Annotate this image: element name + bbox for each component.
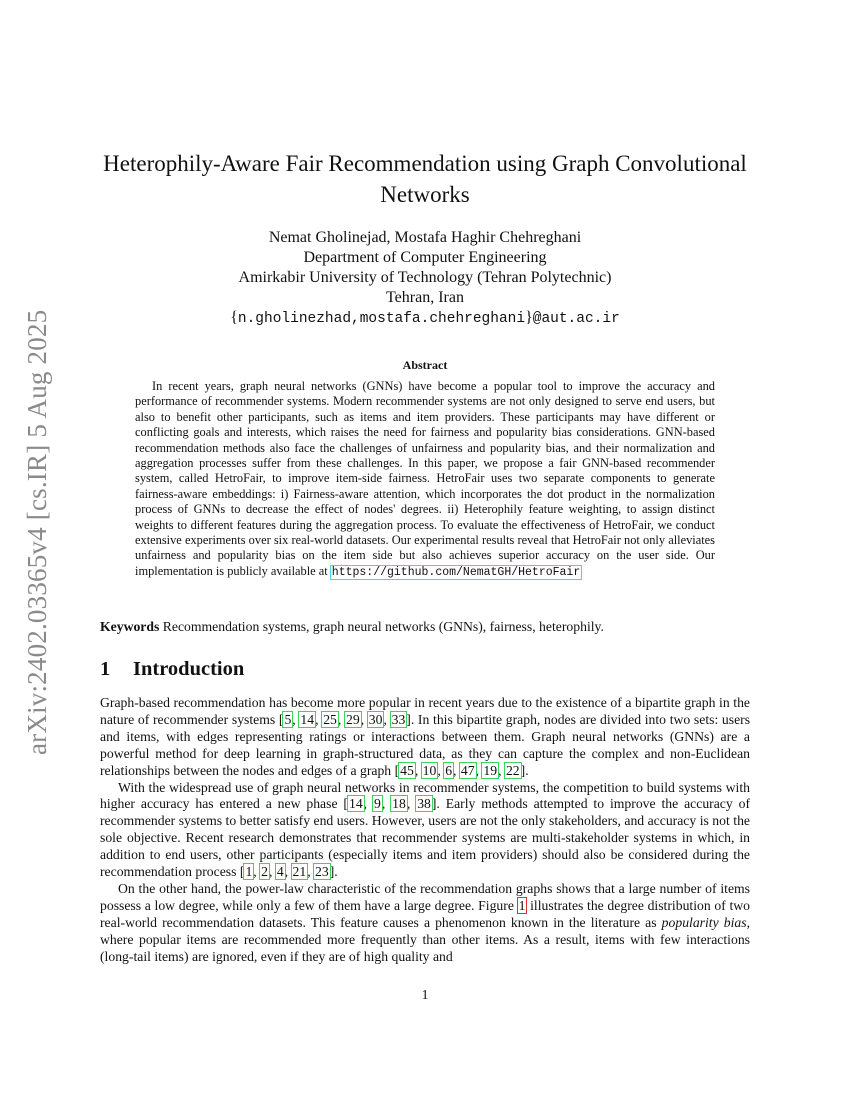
citation-link[interactable]: 2 [261, 864, 268, 880]
citation-link[interactable]: 25 [323, 711, 337, 727]
abstract-body [135, 379, 715, 580]
citation-link[interactable]: 30 [368, 711, 383, 727]
paragraph-1 [100, 695, 750, 780]
p2-text-b: ]. Early methods attempted to improve the accuracy of recommender systems to better satisfy end users. However, users are not the only stakeholders, and accuracy is not the sole objective. Recent research demonstrates that recommender systems are multi-stakeholder systems in which, in addition to end users, other participants (especially items and item providers) should also be considered during the recommendation process [ [100, 796, 751, 880]
citation-link[interactable]: 5 [284, 711, 292, 727]
p1-text-a: Graph-based recommendation has become more popular in recent years due to the existence of a bipartite graph in the nature of recommender systems [ [100, 695, 750, 727]
p3-text-a: On the other hand, the power-law characteristic of the recommendation graphs shows that a large number of items possess a low degree, while only a few of them have a large degree. Figure [100, 880, 750, 913]
section-heading [100, 658, 244, 681]
body-text [100, 695, 750, 966]
p1-citations-2: 45, 10, 6, 47, 19, 22 [400, 762, 520, 778]
p2-text-c: ]. [329, 864, 338, 880]
section-number: 1 [100, 658, 111, 680]
citation-link[interactable]: 1 [245, 864, 253, 880]
email-open-brace: { [230, 309, 238, 326]
p2-text-a: With the widespread use of graph neural networks in recommender systems, the competition to build systems with higher accuracy has entered a new phase [ [100, 779, 750, 812]
abstract-text: In recent years, graph neural networks (GNNs) have become a popular tool to improve the accuracy and performance of recommender systems. Modern recommender systems are not only designed to serve end users, but also to benefit other participants, such as items and item providers. These participants may have different or conflicting goals and interests, which raises the need for fairness and popularity bias considerations. GNN-based recommendation methods also face the challenges of unfairness and popularity bias, and their normalization and aggregation processes suffer from these challenges. In this paper, we propose a fair GNN-based recommender system, called HetroFair, to improve item-side fairness. HetroFair uses two separate components to generate fairness-aware embeddings: i) Fairness-aware attention, which incorporates the dot product in the normalization process of GNNs to decrease the effect of nodes' degrees. ii) Heterophily feature weighting, to assign distinct weights to different features during the aggregation process. To evaluate the effectiveness of HetroFair, we conduct extensive experiments over six real-world datasets. Our experimental results reveal that HetroFair not only alleviates unfairness and popularity bias on the item side but also achieves superior accuracy on the user side. Our implementation is publicly available at [135, 379, 715, 578]
email-domain: @aut.ac.ir [532, 311, 620, 327]
citation-link[interactable]: 4 [276, 864, 284, 880]
p3-emphasis: popularity bias [661, 914, 747, 930]
author-block [100, 228, 750, 329]
citation-link[interactable]: 6 [445, 762, 453, 778]
author-department: Department of Computer Engineering [303, 249, 547, 266]
citation-link[interactable]: 33 [391, 711, 406, 727]
keywords [100, 618, 750, 635]
keywords-text: Recommendation systems, graph neural networks (GNNs), fairness, heterophily. [159, 619, 604, 634]
page-number: 1 [421, 987, 429, 1002]
p1-citations-1: 5, 14, 25, 29, 30, 33 [284, 711, 406, 727]
author-email [100, 308, 750, 329]
p3-text-b: illustrates the degree distribution of two real-world recommendation datasets. This feature causes a phenomenon known in the literature as [100, 897, 751, 930]
citation-link[interactable]: 21 [292, 864, 307, 880]
p2-citations-2: 1, 2, 4, 21, 23 [245, 864, 329, 880]
email-users: n.gholinezhad,mostafa.chehreghani [237, 311, 526, 327]
paragraph-3 [100, 881, 750, 966]
citation-link[interactable]: 29 [346, 711, 360, 727]
paragraph-2 [100, 780, 750, 881]
citation-link[interactable]: 45 [400, 762, 414, 778]
section-title: Introduction [133, 658, 245, 680]
p2-citations-1: 14, 9, 18, 38 [348, 796, 431, 812]
email-close-brace: } [525, 309, 533, 326]
citation-link[interactable]: 10 [422, 762, 437, 778]
author-university: Amirkabir University of Technology (Tehran Polytechnic) [238, 269, 612, 286]
citation-link[interactable]: 18 [392, 796, 406, 812]
citation-link[interactable]: 38 [417, 796, 431, 812]
citation-link[interactable]: 14 [348, 796, 363, 812]
paper-title: Heterophily-Aware Fair Recommendation using Graph Convolutional Networks [103, 151, 747, 207]
citation-link[interactable]: 9 [374, 796, 381, 812]
p3-text-c: , where popular items are recommended more frequently than other items. As a result, items with few interactions (long-tail items) are ignored, even if they are of high quality and [100, 914, 750, 964]
citation-link[interactable]: 14 [300, 711, 315, 727]
arxiv-identifier: arXiv:2402.03365v4 [cs.IR] 5 Aug 2025 [22, 309, 52, 755]
author-location: Tehran, Iran [386, 289, 464, 306]
figure-reference[interactable]: 1 [518, 897, 526, 913]
citation-link[interactable]: 47 [460, 762, 475, 778]
github-link[interactable]: https://github.com/NematGH/HetroFair [331, 565, 581, 579]
abstract-heading: Abstract [402, 358, 448, 372]
author-names: Nemat Gholinejad, Mostafa Haghir Chehreghani [268, 229, 582, 246]
citation-link[interactable]: 23 [315, 864, 329, 880]
p1-text-c: ]. [520, 762, 529, 778]
citation-link[interactable]: 22 [505, 762, 520, 778]
keywords-label: Keywords [100, 619, 160, 634]
citation-link[interactable]: 19 [483, 762, 498, 778]
p1-text-b: ]. In this bipartite graph, nodes are divided into two sets: users and items, with edges representing ratings or interactions between them. Graph neural networks (GNNs) are a powerful method for deep learning in graph-structured data, as they can capture the complex and non-Euclidean relationships between the nodes and edges of a graph [ [100, 711, 751, 778]
